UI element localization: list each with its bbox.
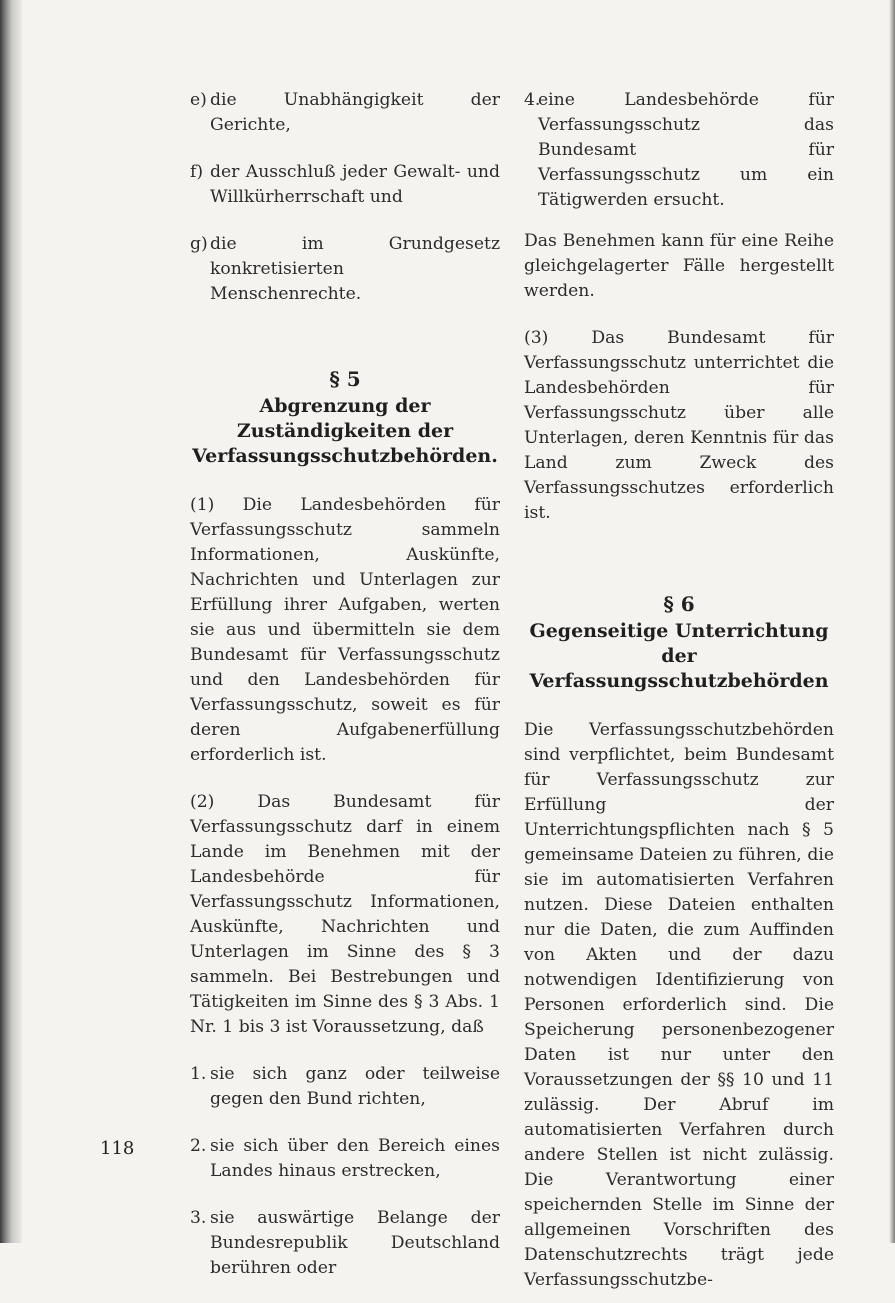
section-6-number: § 6 [663, 592, 695, 616]
left-column [190, 88, 500, 1303]
list-marker: g) [190, 234, 208, 254]
section-6-title: Gegenseitige Unterrichtung der Verfassungsschutzbehörden [529, 620, 829, 692]
right-column [524, 88, 834, 1293]
list-item [190, 1062, 500, 1112]
list-item [190, 232, 500, 307]
paragraph-6: Die Verfassungsschutzbehörden sind verpflichtet, beim Bundesamt für Verfassungsschutz zur Erfüllung der Unterrichtungspflichten nach § 5 gemeinsame Dateien zu führen, die sie im automatisierten Verfahren nutzen. Diese Dateien enthalten nur die Daten, die zum Auffinden von Akten und der dazu notwendigen Identifizierung von Personen erforderlich sind. Die Speicherung personenbezogener Daten ist nur unter den Voraussetzungen der §§ 10 und 11 zulässig. Der Abruf im automatisierten Verfahren durch andere Stellen ist nicht zulässig. Die Verantwortung einer speichernden Stelle im Sinne der allgemeinen Vorschriften des Datenschutzrechts trägt jede Verfassungsschutzbe- [524, 720, 834, 1290]
list-text: der Ausschluß jeder Gewalt- und Willkürherrschaft und [210, 162, 500, 207]
paragraph-5-3: (3) Das Bundesamt für Verfassungsschutz unterrichtet die Landesbehörden für Verfassungsschutz über alle Unterlagen, deren Kenntnis für das Land zum Zweck des Verfassungsschutzes erforderlich ist. [524, 328, 834, 523]
list-item [190, 1206, 500, 1281]
list-marker: e) [190, 90, 207, 110]
list-marker: 2. [190, 1136, 207, 1156]
list-item [190, 160, 500, 210]
page-edge-shadow [889, 0, 895, 1243]
section-5-title: Abgrenzung der Zuständigkeiten der Verfassungsschutzbehörden. [192, 395, 498, 467]
list-text: die im Grundgesetz konkretisierten Menschenrechte. [210, 234, 500, 304]
list-text: eine Landesbehörde für Verfassungsschutz das Bundesamt für Verfassungsschutz um ein Tätigwerden ersucht. [538, 90, 834, 210]
paragraph-5-2: (2) Das Bundesamt für Verfassungsschutz darf in einem Lande im Benehmen mit der Landesbehörde für Verfassungsschutz Informationen, Auskünfte, Nachrichten und Unterlagen im Sinne des § 3 sammeln. Bei Bestrebungen und Tätigkeiten im Sinne des § 3 Abs. 1 Nr. 1 bis 3 ist Voraussetzung, daß [190, 792, 500, 1037]
book-spine-shadow [0, 0, 22, 1243]
list-marker: f) [190, 162, 204, 182]
paragraph-5-1: (1) Die Landesbehörden für Verfassungsschutz sammeln Informationen, Auskünfte, Nachrichten und Unterlagen zur Erfüllung ihrer Aufgaben, werten sie aus und übermitteln sie dem Bundesamt für Verfassungsschutz und den Landesbehörden für Verfassungsschutz, soweit es für deren Aufgabenerfüllung erforderlich ist. [190, 495, 500, 765]
page-number: 118 [100, 1138, 135, 1159]
list-text: sie sich ganz oder teilweise gegen den Bund richten, [210, 1064, 500, 1109]
list-marker: 1. [190, 1064, 207, 1084]
list-marker: 3. [190, 1208, 207, 1228]
paragraph-benehmen: Das Benehmen kann für eine Reihe gleichgelagerter Fälle hergestellt werden. [524, 231, 834, 301]
list-item [524, 88, 834, 213]
list-text: die Unabhängigkeit der Gerichte, [210, 90, 500, 135]
list-marker: 4. [524, 90, 541, 110]
list-text: sie auswärtige Belange der Bundesrepublik Deutschland berühren oder [210, 1208, 500, 1278]
list-item [190, 88, 500, 138]
list-item [190, 1134, 500, 1184]
list-text: sie sich über den Bereich eines Landes hinaus erstrecken, [210, 1136, 500, 1181]
section-5-number: § 5 [329, 367, 361, 391]
